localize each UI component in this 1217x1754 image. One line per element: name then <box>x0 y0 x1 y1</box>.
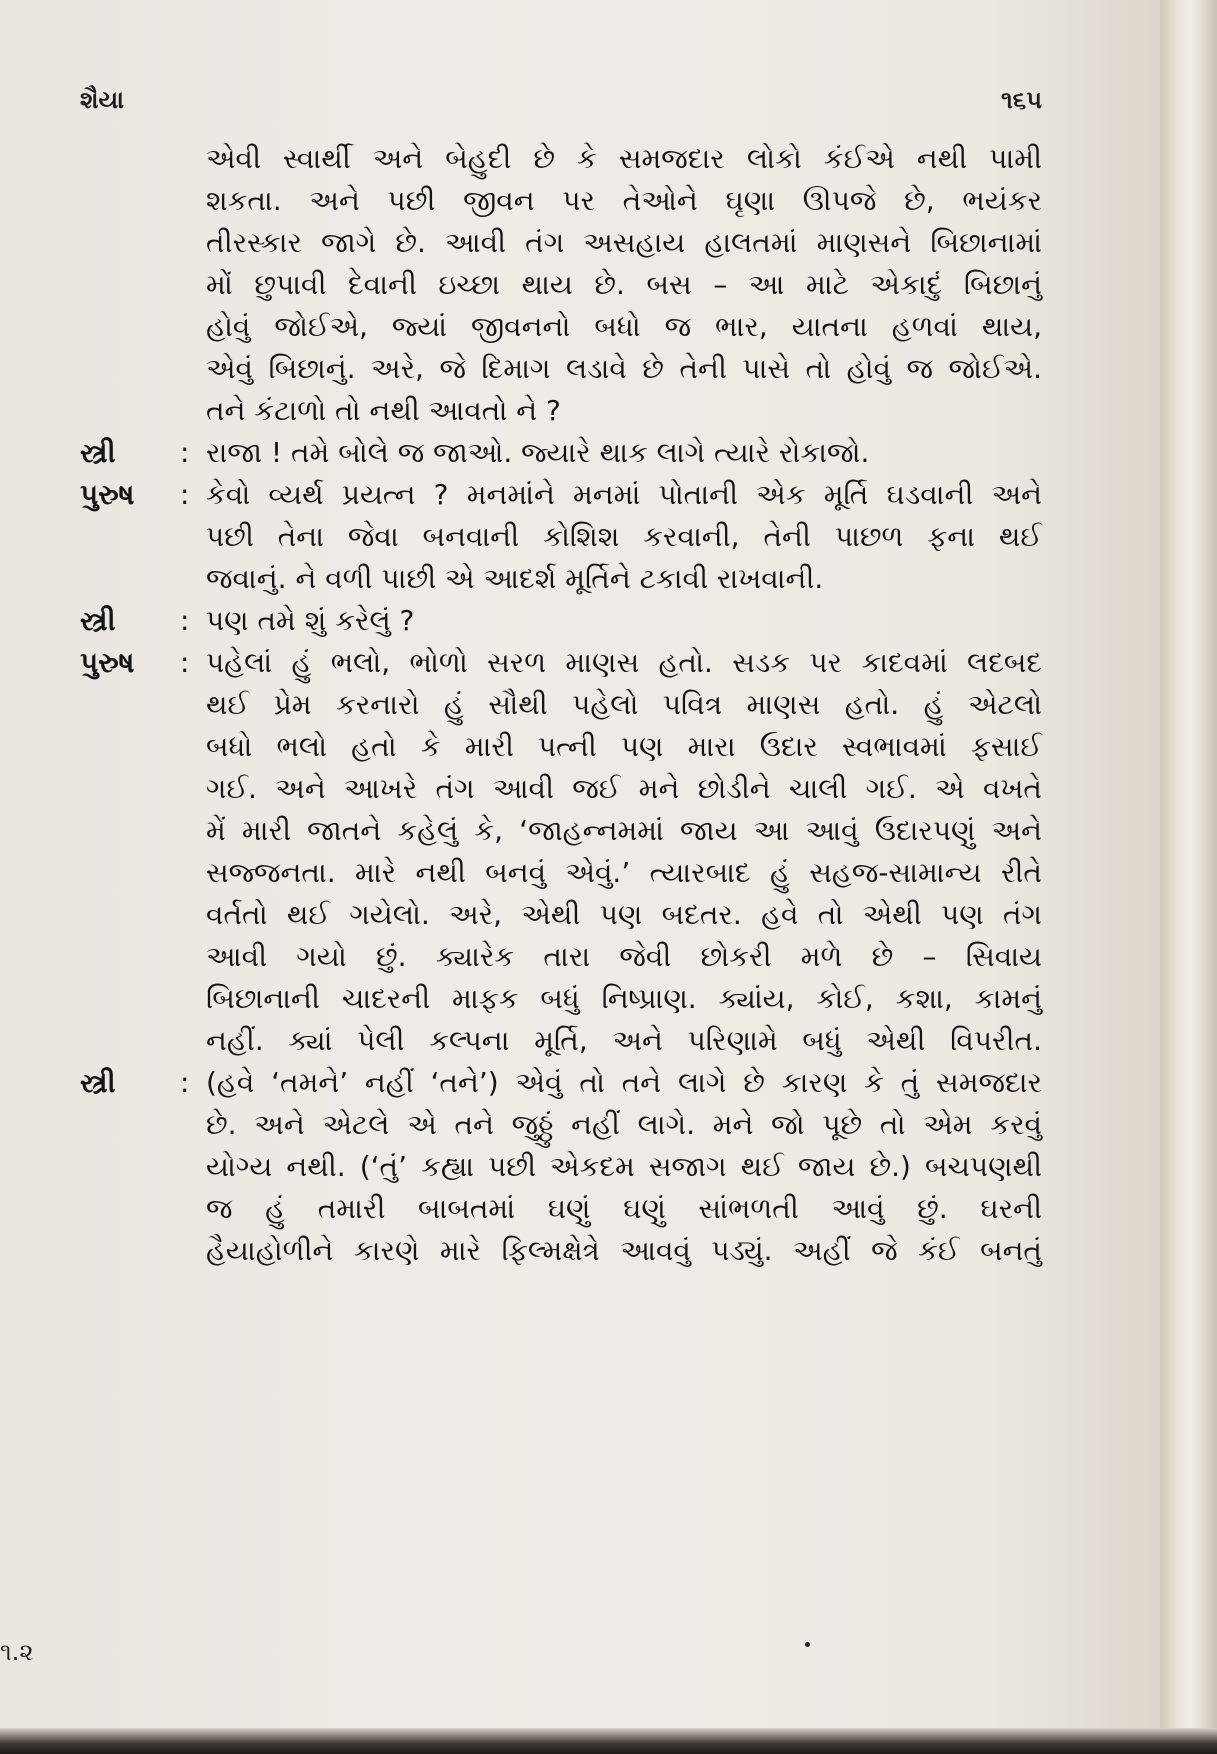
ink-dot <box>805 1642 810 1647</box>
signature-mark: ૧.૨ <box>0 1638 34 1666</box>
text-line: મેં મારી જાતને કહેલું કે, ‘જાહન્નમમાં જાય આ આવું ઉદારપણું અને <box>206 814 1042 847</box>
text-line: પણ તમે શું કરેલું ? <box>206 604 415 637</box>
text-line: સજ્જનતા. મારે નથી બનવું એવું.’ ત્યારબાદ હું સહજ-સામાન્ય રીતે <box>206 856 1042 889</box>
speaker-colon: : <box>180 436 190 469</box>
text-line: એવી સ્વાર્થી અને બેહુદી છે કે સમજદાર લોકો કંઈએ નથી પામી <box>206 142 1042 175</box>
text-line: હૈયાહોળીને કારણે મારે ફિલ્મક્ષેત્રે આવવું પડ્યું. અહીં જે કંઈ બનતું <box>206 1234 1042 1267</box>
text-line: છે. અને એટલે એ તને જુઠ્ઠું નહીં લાગે. મને જો પૂછે તો એમ કરવું <box>206 1108 1042 1141</box>
text-line: મોં છુપાવી દેવાની ઇચ્છા થાય છે. બસ – આ માટે એકાદું બિછાનું <box>206 268 1042 301</box>
text-line: શકતા. અને પછી જીવન પર તેઓને ઘૃણા ઊપજે છે, ભયંકર <box>206 184 1042 217</box>
dialogue-exchange <box>80 1062 1042 1272</box>
speaker-colon: : <box>180 478 190 511</box>
text-line: તને કંટાળો તો નથી આવતો ને ? <box>206 394 561 427</box>
speaker-colon: : <box>180 604 190 637</box>
text-line: નહીં. ક્યાં પેલી કલ્પના મૂર્તિ, અને પરિણામે બધું એથી વિપરીત. <box>206 1024 1042 1057</box>
speaker-name: સ્ત્રી <box>80 604 116 637</box>
text-line: બિછાનાની ચાદરની માફક બધું નિષ્પ્રાણ. ક્યાંય, કોઈ, કશા, કામનું <box>206 982 1042 1015</box>
speaker-name: પુરુષ <box>80 478 135 511</box>
text-line: હોવું જોઈએ, જ્યાં જીવનનો બધો જ ભાર, યાતના હળવાં થાય, <box>206 310 1042 343</box>
page-number: ૧૬૫ <box>1001 86 1042 114</box>
text-line: પહેલાં હું ભલો, ભોળો સરળ માણસ હતો. સડક પર કાદવમાં લદબદ <box>206 646 1042 679</box>
text-line: જવાનું. ને વળી પાછી એ આદર્શ મૂર્તિને ટકાવી રાખવાની. <box>206 562 824 595</box>
continued-speech <box>80 138 1042 432</box>
text-line: ગઈ. અને આખરે તંગ આવી જઈ મને છોડીને ચાલી ગઈ. એ વખતે <box>206 772 1042 805</box>
text-line: જ હું તમારી બાબતમાં ઘણું ઘણું સાંભળતી આવું છું. ઘરની <box>206 1192 1042 1225</box>
dialogue-exchange <box>80 642 1042 1062</box>
speaker-name: સ્ત્રી <box>80 1066 116 1099</box>
text-line: તીરસ્કાર જાગે છે. આવી તંગ અસહાય હાલતમાં માણસને બિછાનામાં <box>206 226 1042 259</box>
stacked-page-edges <box>1160 0 1217 1754</box>
text-line: કેવો વ્યર્થ પ્રયત્ન ? મનમાંને મનમાં પોતાની એક મૂર્તિ ઘડવાની અને <box>206 478 1042 511</box>
text-line: (હવે ‘તમને’ નહીં ‘તને’) એવું તો તને લાગે છે કારણ કે તું સમજદાર <box>206 1066 1042 1099</box>
text-line: પછી તેના જેવા બનવાની કોશિશ કરવાની, તેની પાછળ ફના થઈ <box>206 520 1042 553</box>
speaker-name: સ્ત્રી <box>80 436 116 469</box>
text-line: એવું બિછાનું. અરે, જે દિમાગ લડાવે છે તેની પાસે તો હોવું જ જોઈએ. <box>206 352 1042 385</box>
play-text <box>80 138 1042 1272</box>
dialogue-exchange <box>80 432 1042 474</box>
speaker-colon: : <box>180 1066 190 1099</box>
text-line: યોગ્ય નથી. (‘તું’ કહ્યા પછી એકદમ સજાગ થઈ જાય છે.) બચપણથી <box>206 1150 1042 1183</box>
dialogue-exchange <box>80 600 1042 642</box>
dialogue-exchange <box>80 474 1042 600</box>
text-line: બધો ભલો હતો કે મારી પત્ની પણ મારા ઉદાર સ્વભાવમાં ફસાઈ <box>206 730 1042 763</box>
header-title: શૈયા <box>80 86 125 114</box>
speaker-name: પુરુષ <box>80 646 135 679</box>
text-line: થઈ પ્રેમ કરનારો હું સૌથી પહેલો પવિત્ર માણસ હતો. હું એટલો <box>206 688 1042 721</box>
text-line: આવી ગયો છું. ક્યારેક તારા જેવી છોકરી મળે છે – સિવાય <box>206 940 1042 973</box>
speaker-colon: : <box>180 646 190 679</box>
book-bottom-edge <box>0 1728 1217 1754</box>
text-line: રાજા ! તમે બોલે જ જાઓ. જ્યારે થાક લાગે ત્યારે રોકાજો. <box>206 436 870 469</box>
text-line: વર્તતો થઈ ગયેલો. અરે, એથી પણ બદતર. હવે તો એથી પણ તંગ <box>206 898 1042 931</box>
